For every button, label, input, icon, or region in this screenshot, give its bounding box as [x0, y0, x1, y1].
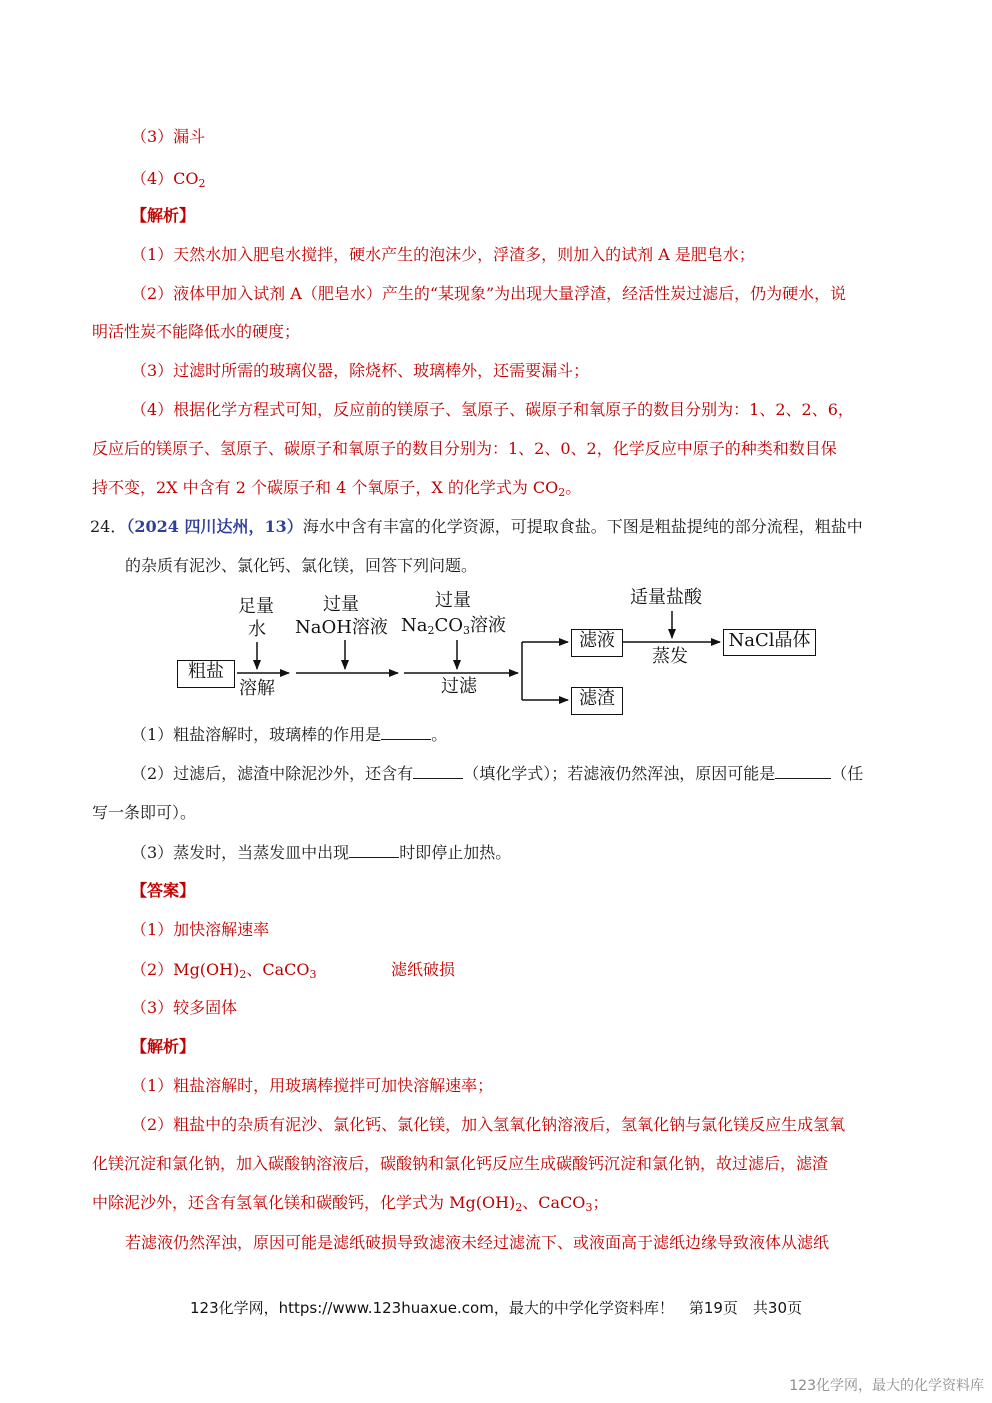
- answer-heading: 【答案】: [131, 881, 196, 900]
- question-number: 24．: [90, 517, 127, 536]
- analysis24-p2-line3: [92, 1192, 608, 1214]
- label-water: 水: [248, 619, 266, 640]
- answer-blank-2a[interactable]: [413, 764, 463, 779]
- na2co3-sub2: 2: [427, 624, 435, 637]
- analysis24-p2-line3-sub1: 2: [515, 1201, 523, 1214]
- label-filter: 过滤: [441, 676, 477, 697]
- answer24-2-sub1: 2: [239, 968, 247, 981]
- subquestion-3-end: 时即停止加热。: [399, 843, 512, 862]
- analysis-p4-line2: 反应后的镁原子、氢原子、碳原子和氧原子的数目分别为：1、2、0、2，化学反应中原子的种类和数目保: [92, 439, 837, 458]
- analysis24-p2-line3-text: 中除泥沙外，还含有氢氧化镁和碳酸钙，化学式为 Mg(OH): [92, 1193, 516, 1212]
- analysis-p4-line1: （4）根据化学方程式可知，反应前的镁原子、氢原子、碳原子和氧原子的数目分别为：1、2、2、6，: [131, 400, 854, 419]
- na2co3-rest: 溶液: [470, 615, 507, 636]
- analysis24-p2-line3-mid: 、CaCO: [522, 1193, 586, 1212]
- box-residue: 滤渣: [571, 687, 623, 715]
- label-hcl: 适量盐酸: [630, 587, 702, 608]
- analysis-p4-line3-sub: 2: [558, 486, 566, 499]
- analysis-heading: 【解析】: [131, 206, 196, 225]
- box-crude-salt: 粗盐: [177, 660, 235, 688]
- question-24-line2: 的杂质有泥沙、氯化钙、氯化镁，回答下列问题。: [125, 556, 478, 575]
- subquestion-3: [131, 842, 511, 864]
- analysis-p1: （1）天然水加入肥皂水搅拌，硬水产生的泡沫少，浮渣多，则加入的试剂 A 是肥皂水；: [131, 245, 755, 264]
- answer24-3: （3）较多固体: [131, 998, 238, 1017]
- subquestion-2: [131, 763, 863, 785]
- analysis24-p1: （1）粗盐溶解时，用玻璃棒搅拌可加快溶解速率；: [131, 1076, 494, 1095]
- subquestion-2-line2: 写一条即可）。: [92, 803, 197, 822]
- answer-blank-3[interactable]: [349, 843, 399, 858]
- analysis24-heading: 【解析】: [131, 1037, 196, 1056]
- label-evaporate: 蒸发: [652, 646, 688, 667]
- analysis24-p2-line3-end: ；: [592, 1193, 609, 1212]
- analysis24-p2-line2: 化镁沉淀和氯化钠，加入碳酸钠溶液后，碳酸钠和氯化钙反应生成碳酸钙沉淀和氯化钠，故过滤后，滤渣: [92, 1154, 829, 1173]
- na2co3-co: CO: [434, 615, 464, 636]
- answer24-2-p1: （2）Mg(OH): [131, 960, 240, 979]
- subquestion-3-text: （3）蒸发时，当蒸发皿中出现: [131, 843, 350, 862]
- analysis24-p2-line3-sub2: 3: [585, 1201, 593, 1214]
- subquestion-1-text: （1）粗盐溶解时，玻璃棒的作用是: [131, 725, 382, 744]
- subquestion-2-mid: （填化学式）；若滤液仍然浑浊，原因可能是: [463, 764, 776, 783]
- page-footer: 123化学网，https://www.123huaxue.com，最大的中学化学资料库！ 第19页 共30页: [189, 1299, 803, 1317]
- question-stem-1: 海水中含有丰富的化学资源，可提取食盐。下图是粗盐提纯的部分流程，粗盐中: [302, 517, 863, 536]
- analysis-p3: （3）过滤时所需的玻璃仪器，除烧杯、玻璃棒外，还需要漏斗；: [131, 361, 590, 380]
- subquestion-2-end: （任: [831, 764, 864, 783]
- answer24-1: （1）加快溶解速率: [131, 920, 270, 939]
- label-naoh: NaOH溶液: [295, 617, 388, 638]
- label-water-amount: 足量: [238, 596, 274, 617]
- answer24-2: [131, 959, 317, 981]
- label-naoh-amount: 过量: [323, 594, 359, 615]
- subquestion-1: [131, 724, 447, 746]
- answer-blank-2b[interactable]: [775, 764, 831, 779]
- na2co3-na: Na: [401, 615, 428, 636]
- analysis24-p3: 若滤液仍然浑浊，原因可能是滤纸破损导致滤液未经过滤流下、或液面高于滤纸边缘导致液体从滤纸: [125, 1233, 830, 1252]
- na2co3-sub3: 3: [463, 624, 471, 637]
- answer-3: （3）漏斗: [131, 127, 206, 146]
- label-na2co3-amount: 过量: [435, 590, 471, 611]
- analysis24-p2-line1: （2）粗盐中的杂质有泥沙、氯化钙、氯化镁，加入氢氧化钠溶液后，氢氧化钠与氯化镁反应生成氢氧: [131, 1115, 846, 1134]
- label-na2co3: [401, 615, 506, 637]
- analysis-p4-line3-text: 持不变，2X 中含有 2 个碳原子和 4 个氧原子，X 的化学式为 CO: [92, 478, 559, 497]
- site-watermark: 123化学网，最大的化学资料库: [789, 1378, 984, 1394]
- label-dissolve: 溶解: [239, 678, 275, 699]
- question-source: （2024 四川达州，13）: [126, 517, 303, 536]
- answer24-2-p2: 、CaCO: [246, 960, 310, 979]
- subquestion-1-end: 。: [431, 725, 448, 744]
- answer-4-subscript: 2: [198, 177, 206, 190]
- box-nacl-crystal: NaCl晶体: [723, 629, 816, 656]
- answer24-2-sub2: 3: [309, 968, 317, 981]
- analysis-p2-line1: （2）液体甲加入试剂 A（肥皂水）产生的“某现象”为出现大量浮渣，经活性炭过滤后，仍为硬水，说: [131, 284, 847, 303]
- answer-blank-1[interactable]: [381, 725, 431, 740]
- analysis-p4-line3-end: 。: [565, 478, 582, 497]
- box-filtrate: 滤液: [571, 629, 623, 657]
- answer-4-text: （4）CO: [131, 169, 199, 188]
- subquestion-2-text: （2）过滤后，滤渣中除泥沙外，还含有: [131, 764, 414, 783]
- analysis-p2-line2: 明活性炭不能降低水的硬度；: [92, 322, 301, 341]
- answer24-2-extra: 滤纸破损: [391, 960, 456, 979]
